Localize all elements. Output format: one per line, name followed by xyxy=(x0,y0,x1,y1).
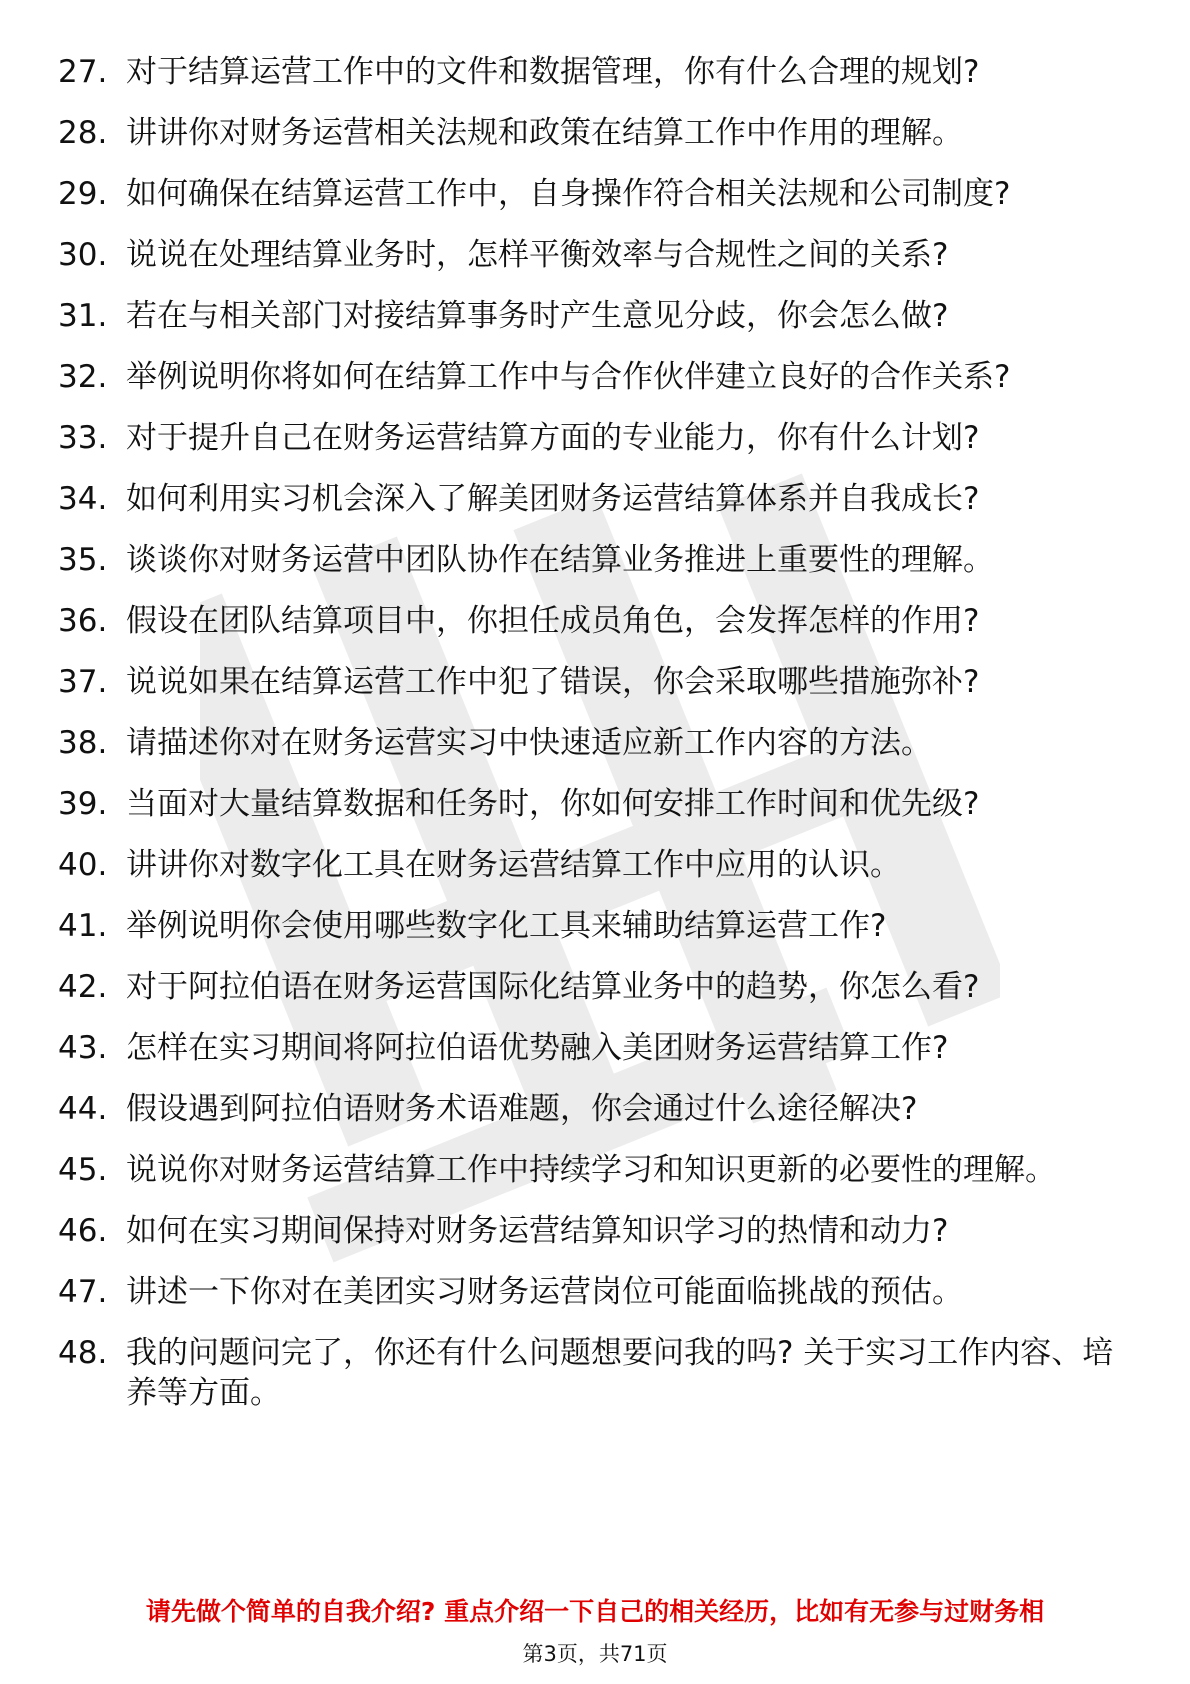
question-number: 32. xyxy=(58,359,108,395)
question-number: 40. xyxy=(58,847,108,883)
question-text: 说说如果在结算运营工作中犯了错误，你会采取哪些措施弥补? xyxy=(126,664,980,700)
question-text: 举例说明你将如何在结算工作中与合作伙伴建立良好的合作关系? xyxy=(126,359,1011,395)
question-text: 假设在团队结算项目中，你担任成员角色，会发挥怎样的作用? xyxy=(126,603,980,639)
question-text: 说说你对财务运营结算工作中持续学习和知识更新的必要性的理解。 xyxy=(126,1152,1056,1188)
page-number: 第3页，共71页 xyxy=(522,1642,668,1666)
question-number: 27. xyxy=(58,54,108,90)
question-list xyxy=(58,52,1138,1434)
question-text: 请描述你对在财务运营实习中快速适应新工作内容的方法。 xyxy=(126,725,932,761)
question-text: 怎样在实习期间将阿拉伯语优势融入美团财务运营结算工作? xyxy=(126,1030,949,1066)
question-item xyxy=(58,418,1138,458)
question-item xyxy=(58,174,1138,214)
question-number: 43. xyxy=(58,1030,108,1066)
question-item xyxy=(58,296,1138,336)
question-item xyxy=(58,357,1138,397)
question-item xyxy=(58,845,1138,885)
question-number: 34. xyxy=(58,481,108,517)
question-text: 如何利用实习机会深入了解美团财务运营结算体系并自我成长? xyxy=(126,481,980,517)
question-number: 37. xyxy=(58,664,108,700)
question-text: 谈谈你对财务运营中团队协作在结算业务推进上重要性的理解。 xyxy=(126,542,994,578)
question-item xyxy=(58,540,1138,580)
question-text: 举例说明你会使用哪些数字化工具来辅助结算运营工作? xyxy=(126,908,887,944)
question-text: 如何在实习期间保持对财务运营结算知识学习的热情和动力? xyxy=(126,1213,949,1249)
question-number: 41. xyxy=(58,908,108,944)
question-item xyxy=(58,662,1138,702)
question-number: 38. xyxy=(58,725,108,761)
question-number: 30. xyxy=(58,237,108,273)
question-number: 46. xyxy=(58,1213,108,1249)
question-item xyxy=(58,235,1138,275)
question-number: 44. xyxy=(58,1091,108,1127)
question-item xyxy=(58,52,1138,92)
question-item xyxy=(58,601,1138,641)
question-item xyxy=(58,1028,1138,1068)
question-text: 讲述一下你对在美团实习财务运营岗位可能面临挑战的预估。 xyxy=(126,1274,963,1310)
question-number: 35. xyxy=(58,542,108,578)
question-number: 47. xyxy=(58,1274,108,1310)
question-number: 39. xyxy=(58,786,108,822)
question-item xyxy=(58,479,1138,519)
question-number: 45. xyxy=(58,1152,108,1188)
question-text: 讲讲你对财务运营相关法规和政策在结算工作中作用的理解。 xyxy=(126,115,963,151)
question-number: 31. xyxy=(58,298,108,334)
question-item xyxy=(58,1089,1138,1129)
question-item xyxy=(58,1150,1138,1190)
question-item xyxy=(58,967,1138,1007)
question-item xyxy=(58,906,1138,946)
question-item xyxy=(58,1211,1138,1251)
question-text: 对于结算运营工作中的文件和数据管理，你有什么合理的规划? xyxy=(126,54,980,90)
question-number: 29. xyxy=(58,176,108,212)
question-text: 对于提升自己在财务运营结算方面的专业能力，你有什么计划? xyxy=(126,420,980,456)
question-text: 假设遇到阿拉伯语财务术语难题，你会通过什么途径解决? xyxy=(126,1091,918,1127)
question-text: 当面对大量结算数据和任务时，你如何安排工作时间和优先级? xyxy=(126,786,980,822)
question-item xyxy=(58,113,1138,153)
question-text: 对于阿拉伯语在财务运营国际化结算业务中的趋势，你怎么看? xyxy=(126,969,980,1005)
question-item xyxy=(58,723,1138,763)
question-number: 28. xyxy=(58,115,108,151)
question-text: 我的问题问完了，你还有什么问题想要问我的吗? 关于实习工作内容、培养等方面。 xyxy=(126,1335,1114,1411)
question-number: 33. xyxy=(58,420,108,456)
question-number: 36. xyxy=(58,603,108,639)
question-text: 如何确保在结算运营工作中，自身操作符合相关法规和公司制度? xyxy=(126,176,1011,212)
question-item xyxy=(58,784,1138,824)
question-text: 讲讲你对数字化工具在财务运营结算工作中应用的认识。 xyxy=(126,847,901,883)
question-item xyxy=(58,1333,1138,1413)
question-number: 48. xyxy=(58,1335,108,1371)
question-text: 若在与相关部门对接结算事务时产生意见分歧，你会怎么做? xyxy=(126,298,949,334)
question-text: 说说在处理结算业务时，怎样平衡效率与合规性之间的关系? xyxy=(126,237,949,273)
question-number: 42. xyxy=(58,969,108,1005)
promo-banner: 请先做个简单的自我介绍? 重点介绍一下自己的相关经历，比如有无参与过财务相 xyxy=(145,1597,1045,1626)
question-item xyxy=(58,1272,1138,1312)
